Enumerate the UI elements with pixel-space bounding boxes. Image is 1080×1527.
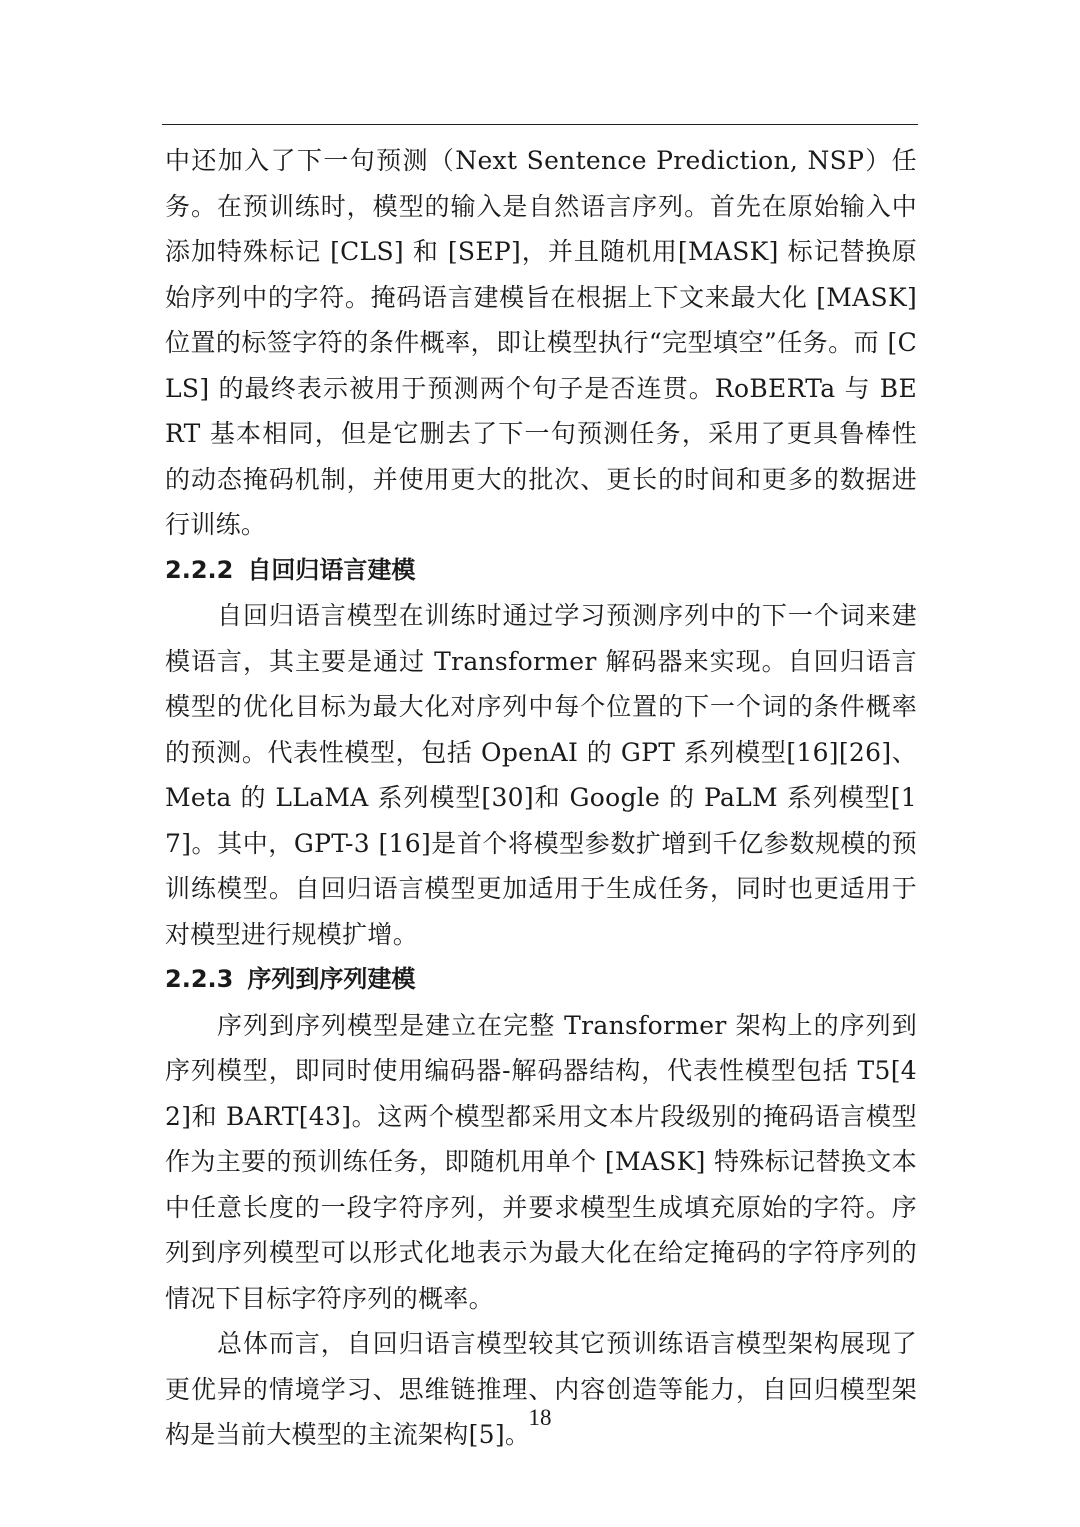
section-title: 序列到序列建模: [247, 965, 416, 993]
page-number: 18: [528, 1405, 552, 1430]
paragraph-autoregressive: 自回归语言模型在训练时通过学习预测序列中的下一个词来建模语言，其主要是通过 Transformer 解码器来实现。自回归语言模型的优化目标为最大化对序列中每个位置的下一个词的条件概率的预测。代表性模型，包括 OpenAI 的 GPT 系列模型[16][26]、Meta 的 LLaMA 系列模型[30]和 Google 的 PaLM 系列模型[17]。其中，GPT-3 [16]是首个将模型参数扩增到千亿参数规模的预训练模型。自回归语言模型更加适用于生成任务，同时也更适用于对模型进行规模扩增。: [165, 601, 917, 949]
section-number: 2.2.2: [165, 555, 234, 584]
paragraph-nsp-continuation: 中还加入了下一句预测（Next Sentence Prediction, NSP）任务。在预训练时，模型的输入是自然语言序列。首先在原始输入中添加特殊标记 [CLS] 和 [SEP]，并且随机用[MASK] 标记替换原始序列中的字符。掩码语言建模旨在根据上下文来最大化 [MASK]位置的标签字符的条件概率，即让模型执行“完型填空”任务。而 [CLS] 的最终表示被用于预测两个句子是否连贯。RoBERTa 与 BERT 基本相同，但是它删去了下一句预测任务，采用了更具鲁棒性的动态掩码机制，并使用更大的批次、更长的时间和更多的数据进行训练。: [165, 146, 917, 539]
section-title: 自回归语言建模: [247, 555, 416, 584]
paragraph-seq2seq: 序列到序列模型是建立在完整 Transformer 架构上的序列到序列模型，即同时使用编码器-解码器结构，代表性模型包括 T5[42]和 BART[43]。这两个模型都采用文本片段级别的掩码语言模型作为主要的预训练任务，即随机用单个 [MASK] 特殊标记替换文本中任意长度的一段字符序列，并要求模型生成填充原始的字符。序列到序列模型可以形式化地表示为最大化在给定掩码的字符序列的情况下目标字符序列的概率。: [165, 1010, 917, 1313]
page-body: [165, 138, 917, 1458]
header-rule: [162, 124, 918, 125]
section-number: 2.2.3: [165, 965, 234, 993]
section-heading-2-2-2: [165, 548, 917, 594]
section-heading-2-2-3: [165, 957, 917, 1003]
paragraph-summary: 总体而言，自回归语言模型较其它预训练语言模型架构展现了更优异的情境学习、思维链推理、内容创造等能力，自回归模型架构是当前大模型的主流架构[5]。: [165, 1329, 917, 1449]
